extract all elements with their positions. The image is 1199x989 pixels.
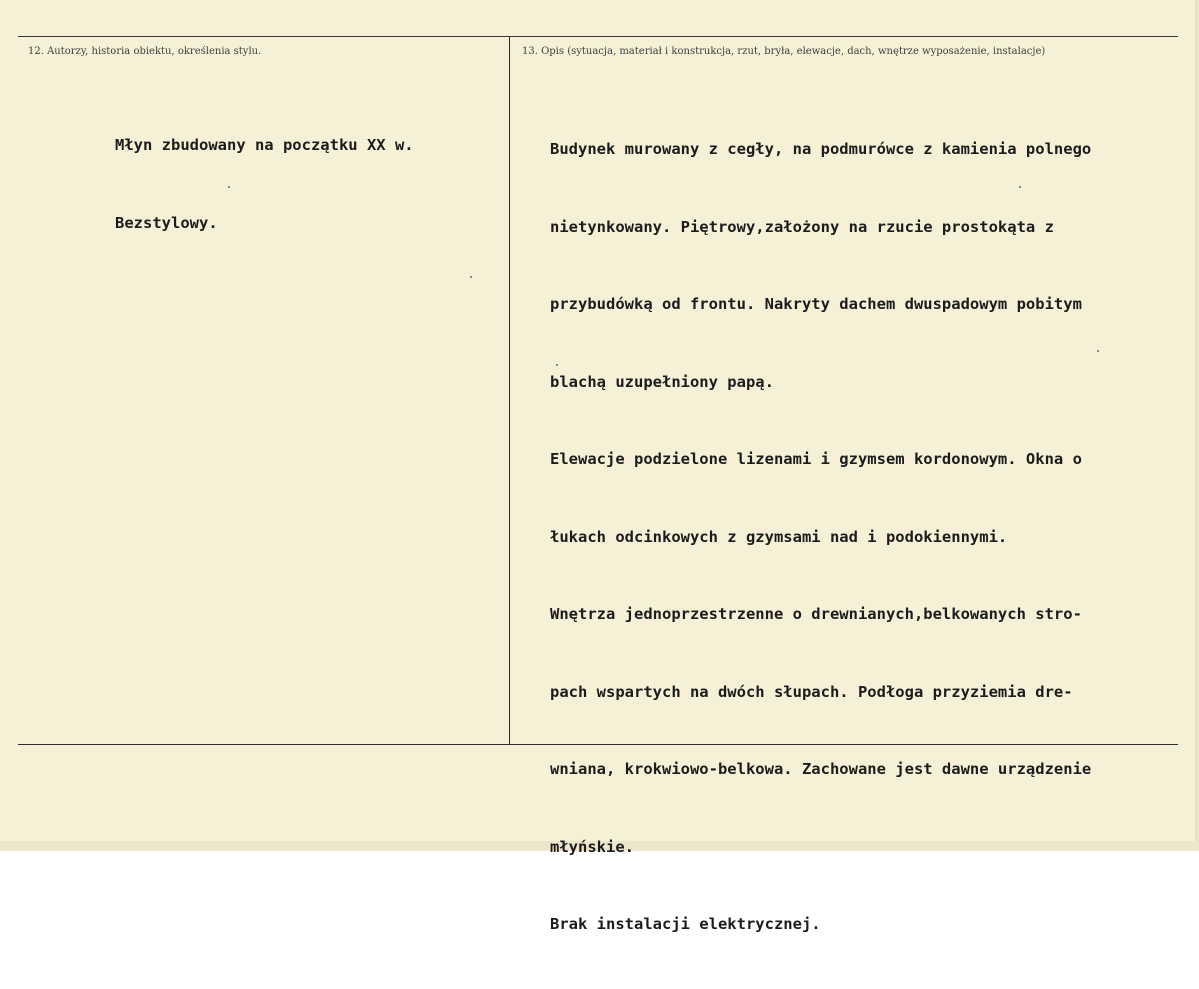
ink-speck — [556, 364, 558, 366]
description-line: Brak instalacji elektrycznej. — [550, 915, 821, 933]
ink-speck — [1097, 350, 1099, 352]
description-line: Elewacje podzielone lizenami i gzymsem kordonowym. Okna o — [550, 450, 1082, 468]
description-text — [550, 84, 1091, 989]
description-line: nietynkowany. Piętrowy,założony na rzucie prostokąta z — [550, 217, 1054, 236]
top-rule — [18, 36, 1178, 37]
section-13-caption: 13. Opis (sytuacja, materiał i konstrukcja, rzut, bryła, elewacje, dach, wnętrze wyposażenie, instalacje) — [522, 46, 1046, 57]
description-line: przybudówką od frontu. Nakryty dachem dwuspadowym pobitym — [550, 295, 1082, 313]
description-line: łukach odcinkowych z gzymsami nad i podokiennymi. — [550, 527, 1008, 546]
ink-speck — [470, 276, 472, 278]
ink-speck — [1019, 186, 1021, 188]
history-line: Bezstylowy. — [115, 214, 218, 232]
section-12-caption: 12. Autorzy, historia obiektu, określenia stylu. — [28, 46, 262, 57]
history-line: Młyn zbudowany na początku XX w. — [115, 136, 414, 154]
column-divider — [509, 36, 510, 744]
history-text — [115, 80, 414, 288]
description-line: Wnętrza jednoprzestrzenne o drewnianych,belkowanych stro- — [550, 605, 1082, 623]
ink-speck — [228, 186, 230, 188]
card-right-edge — [1195, 0, 1199, 851]
description-line: blachą uzupełniony papą. — [550, 372, 774, 391]
description-line: pach wspartych na dwóch słupach. Podłoga przyziemia dre- — [550, 682, 1073, 701]
description-line: Budynek murowany z cegły, na podmurówce z kamienia polnego — [550, 140, 1092, 158]
description-line: młyńskie. — [550, 837, 634, 856]
description-line: wniana, krokwiowo-belkowa. Zachowane jest dawne urządzenie — [550, 760, 1092, 778]
